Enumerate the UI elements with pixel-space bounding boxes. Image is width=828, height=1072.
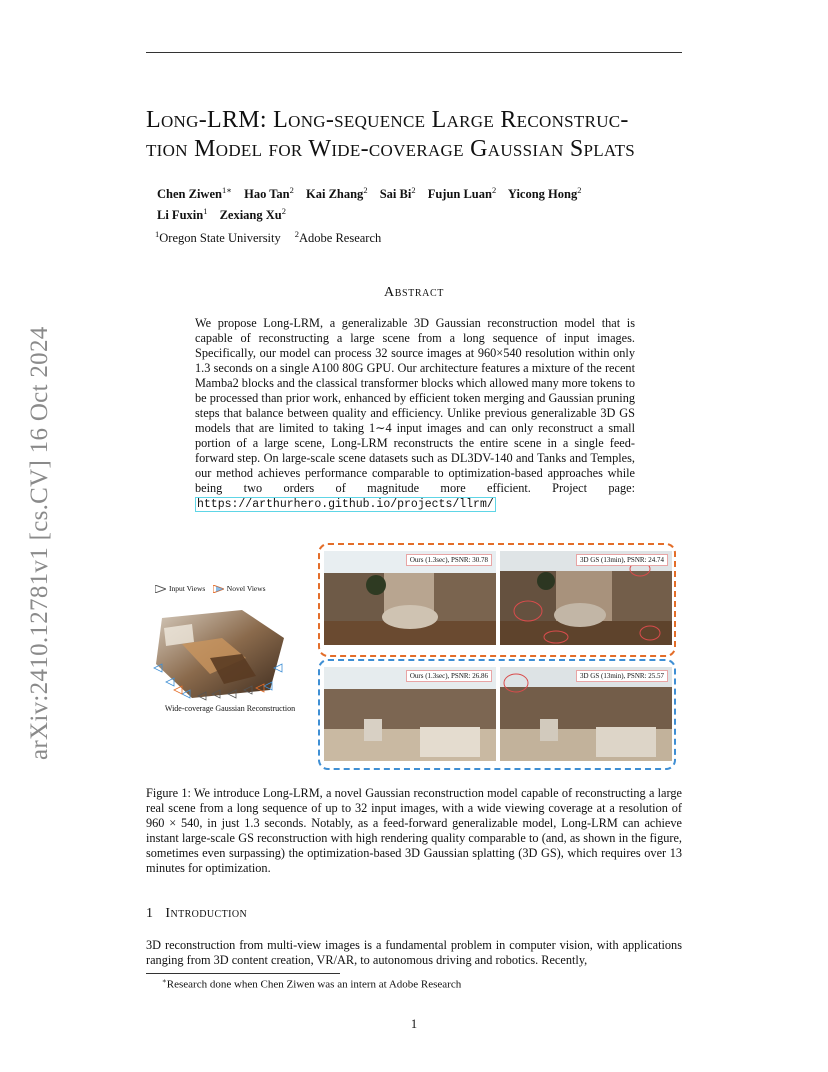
comparison-box-top bbox=[318, 543, 676, 657]
author: Hao Tan$^2$ bbox=[244, 185, 294, 202]
novel-view-icon bbox=[213, 585, 224, 593]
abstract-body: We propose Long-LRM, a generalizable 3D Gaussian reconstruction model that is capable of reconstructing a large scene from a long sequence of input images. Specifically, our model can process 32 source images at 960×540 resolution within only 1.3 seconds on a single A100 80G GPU. Our architecture features a mixture of the recent Mamba2 blocks and the classical transformer blocks which allowed many more tokens to be processed than prior work, enhanced by efficient token merging and Gaussian pruning steps that balance between quality and efficiency. Unlike previous generalizable 3D GS models that are limited to taking 1∼4 input images and can only reconstruct a small portion of a large scene, Long-LRM reconstructs the entire scene in a single feed-forward step. On large-scale scene datasets such as DL3DV-140 and Tanks and Temples, our method achieves performance comparable to optimization-based approaches while being two orders of magnitude more efficient. Project page: https://arthurhero.github.io/projects/llrm/ bbox=[195, 316, 635, 511]
author: Zexiang Xu$^2$ bbox=[219, 206, 286, 223]
psnr-tag: Ours (1.3sec), PSNR: 26.86 bbox=[406, 670, 492, 682]
gaussian-reconstruction-image bbox=[152, 598, 292, 704]
author: Kai Zhang$^2$ bbox=[306, 185, 368, 202]
author: Sai Bi$^2$ bbox=[379, 185, 416, 202]
render-panel bbox=[500, 551, 672, 645]
affiliation: Adobe Research bbox=[299, 231, 382, 246]
psnr-tag: 3D GS (13min), PSNR: 24.74 bbox=[576, 554, 668, 566]
introduction-text: 3D reconstruction from multi-view images is a fundamental problem in computer vision, with applications ranging from 3D content creation, VR/AR, to autonomous driving and robotics. Recently, bbox=[146, 938, 682, 967]
input-view-icon bbox=[155, 585, 166, 593]
author: Chen Ziwen$^{1∗}$ bbox=[157, 185, 232, 202]
render-panel bbox=[500, 667, 672, 761]
title-line-2: tion Model for Wide-coverage Gaussian Splats bbox=[146, 136, 636, 162]
render-panel bbox=[324, 667, 496, 761]
section-heading bbox=[146, 906, 247, 922]
footnote: ∗Research done when Chen Ziwen was an intern at Adobe Research bbox=[162, 977, 462, 991]
author: Fujun Luan$^2$ bbox=[427, 185, 497, 202]
section-title: Introduction bbox=[165, 906, 248, 921]
figure-legend: Input Views Novel Views bbox=[155, 584, 266, 593]
psnr-tag: 3D GS (13min), PSNR: 25.57 bbox=[576, 670, 668, 682]
affiliation: Oregon State University bbox=[159, 231, 281, 246]
project-page-link[interactable]: https://arthurhero.github.io/projects/llrm/ bbox=[197, 498, 494, 511]
reconstruction-label: Wide-coverage Gaussian Reconstruction bbox=[164, 704, 296, 713]
top-rule bbox=[146, 52, 682, 53]
section-number: 1 bbox=[146, 906, 154, 921]
footnote-rule bbox=[146, 973, 340, 974]
comparison-box-bottom bbox=[318, 659, 676, 770]
abstract-heading: Abstract bbox=[384, 285, 444, 300]
arxiv-watermark: arXiv:2410.12781v1 [cs.CV] 16 Oct 2024 bbox=[26, 326, 53, 760]
figure-caption: Figure 1: We introduce Long-LRM, a novel Gaussian reconstruction model capable of reconstructing a large real scene from a long sequence of up to 32 input images, with a wide viewing coverage at a resolution of 960 × 540, in just 1.3 seconds. Notably, as a feed-forward generalizable model, Long-LRM can achieve instant large-scale GS reconstruction with high rendering quality comparable to (and, as shown in the figure, sometimes even surpassing) the optimization-based 3D Gaussian splatting (3D GS), which requires over 13 minutes for optimization. bbox=[146, 786, 682, 875]
author: Yicong Hong$^2$ bbox=[507, 185, 582, 202]
render-panel bbox=[324, 551, 496, 645]
page-number: 1 bbox=[410, 1017, 418, 1031]
affiliations: $^1$Oregon State University $^2$Adobe Research bbox=[155, 229, 382, 246]
title-line-1: Long-LRM: Long-sequence Large Reconstruc- bbox=[146, 107, 629, 133]
author-list bbox=[157, 182, 697, 224]
psnr-tag: Ours (1.3sec), PSNR: 30.78 bbox=[406, 554, 492, 566]
author: Li Fuxin$^1$ bbox=[157, 206, 208, 223]
paper-title bbox=[146, 106, 706, 164]
